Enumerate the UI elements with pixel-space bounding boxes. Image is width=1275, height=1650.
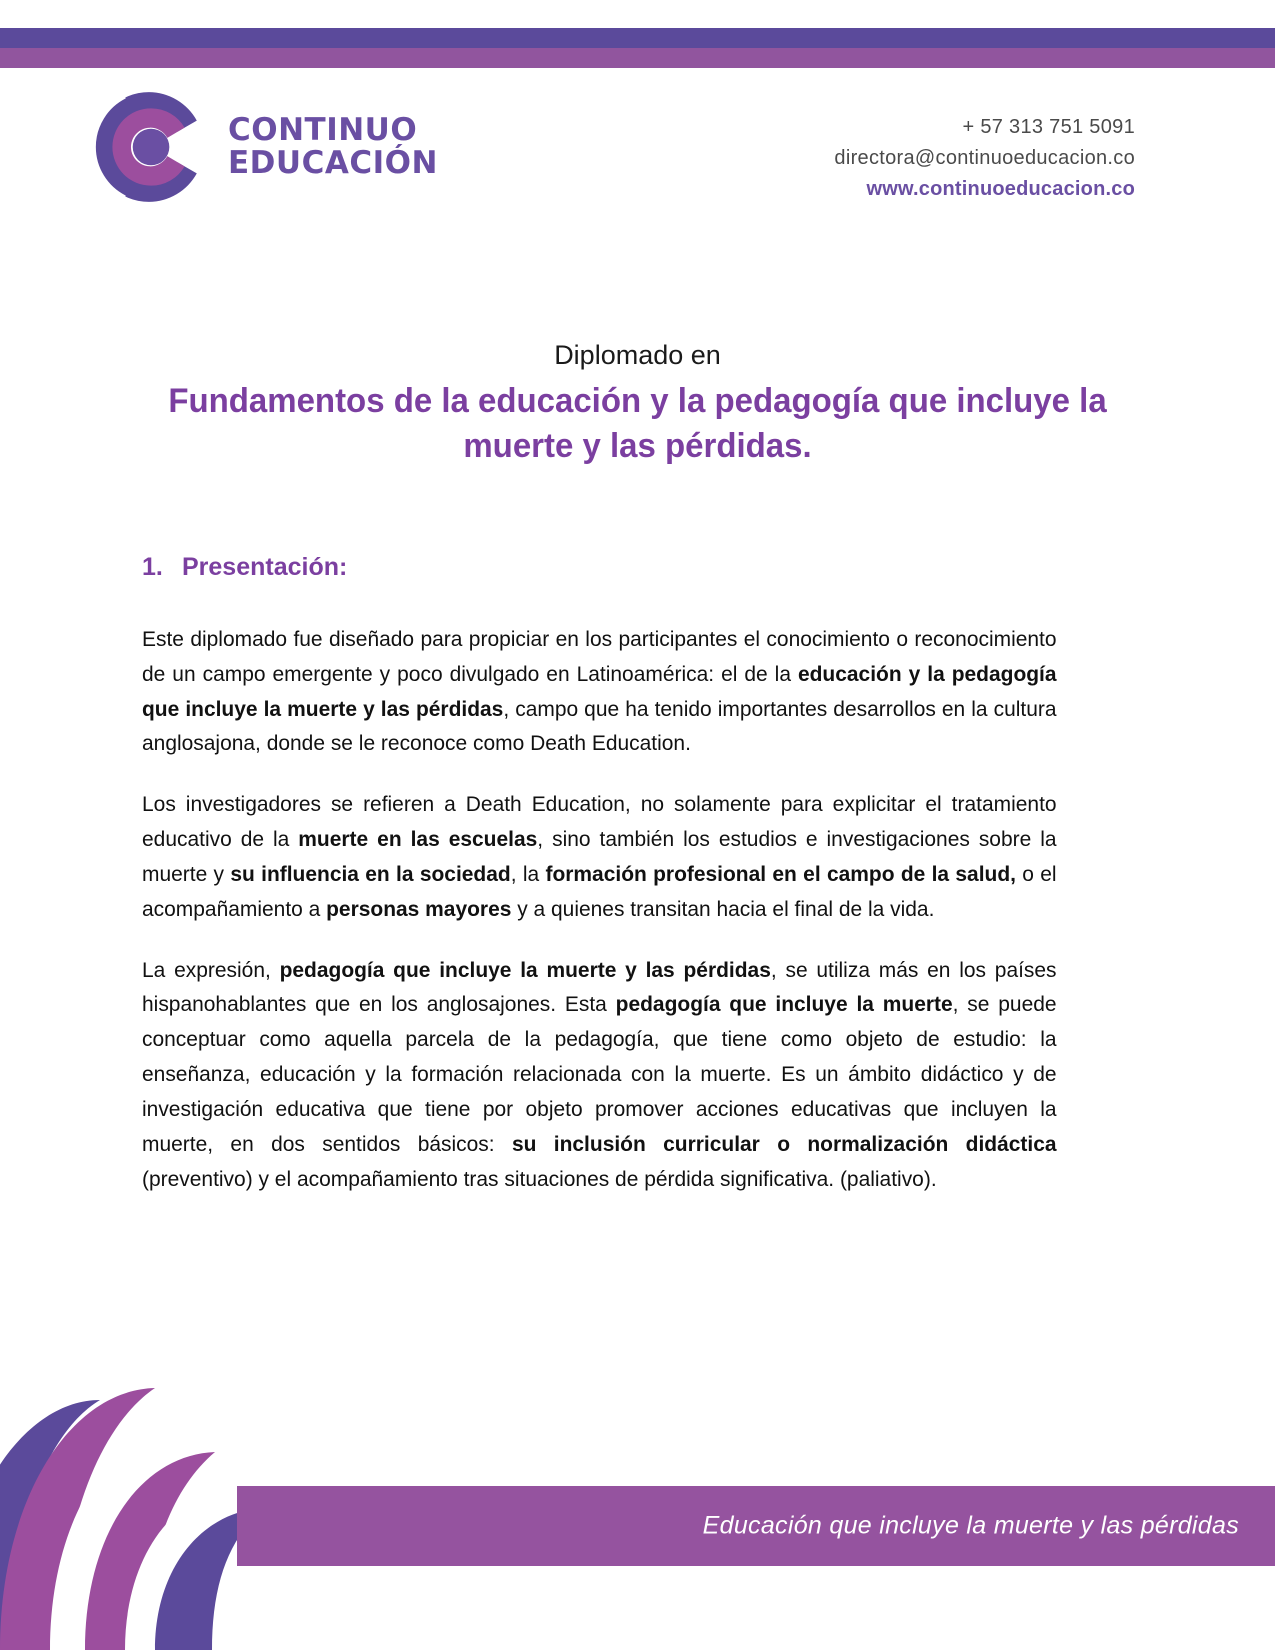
p2-text-a: Los investigadores se refieren a Death Education, no solamente para explicitar el tratamiento educativo de la (142, 792, 1057, 852)
contact-email: directora@continuoeducacion.co (834, 147, 1135, 169)
brand-line-2: EDUCACIÓN (228, 145, 438, 181)
p3-bold-3: su inclusión curricular o normalización didáctica (511, 1131, 1057, 1156)
section-title: Presentación: (182, 553, 348, 581)
contact-phone: + 57 313 751 5091 (962, 116, 1135, 138)
footer-band (237, 1486, 1275, 1566)
paragraph-1 (142, 622, 1057, 761)
document-header (0, 78, 1275, 218)
brand-wordmark (228, 114, 438, 180)
title-prefix: Diplomado en (554, 340, 721, 370)
title-block (150, 340, 1125, 469)
section-number: 1. (142, 553, 163, 581)
p2-bold-1: muerte en las escuelas (298, 827, 538, 852)
footer-slogan: Educación que incluye la muerte y las pérdidas (702, 1511, 1239, 1540)
section-heading (142, 553, 347, 582)
p2-bold-3: formación profesional en el campo de la salud, (545, 861, 1016, 886)
paragraph-3 (142, 953, 1057, 1197)
p3-text-a: La expresión, (142, 957, 280, 982)
p3-text-d: (preventivo) y el acompañamiento tras situaciones de pérdida significativa. (paliativo). (142, 1166, 937, 1191)
top-bar-dark (0, 28, 1275, 48)
p2-bold-4: personas mayores (326, 896, 512, 921)
p3-bold-2: pedagogía que incluye la muerte (615, 992, 953, 1017)
p3-bold-1: pedagogía que incluye la muerte y las pérdidas (279, 957, 771, 982)
page-title: Fundamentos de la educación y la pedagogía que incluye la muerte y las pérdidas. (168, 382, 1107, 465)
p2-text-e: y a quienes transitan hacia el final de la vida. (511, 896, 935, 921)
p1-text-a: Este diplomado fue diseñado para propiciar en los participantes el conocimiento o reconocimiento de un campo emergente y poco divulgado en Latinoamérica: el de la (142, 627, 1057, 686)
p3-text-b: , se utiliza más en los países hispanohablantes que en los anglosajones. Esta (142, 957, 1057, 1017)
top-bar-light (0, 48, 1275, 68)
p2-text-c: , la (510, 861, 546, 886)
document-body (142, 622, 1080, 1222)
p2-text-b: , sino también los estudios e investigaciones sobre la muerte y (142, 827, 1057, 886)
contact-info (834, 112, 1135, 205)
p2-bold-2: su influencia en la sociedad (230, 861, 511, 886)
p1-bold: educación y la pedagogía que incluye la muerte y las pérdidas (142, 661, 1057, 721)
p2-text-d: o el acompañamiento a (142, 861, 1057, 921)
paragraph-2 (142, 787, 1057, 926)
brand-line-1: CONTINUO (228, 112, 418, 149)
contact-website[interactable]: www.continuoeducacion.co (866, 178, 1135, 200)
brand-logo (88, 86, 438, 208)
p3-text-c: , se puede conceptuar como aquella parcela de la pedagogía, que tiene como objeto de estudio: la enseñanza, educación y la formación relacionada con la muerte. Es un ámbito didáctico y de investigación educativa que tiene por objeto promover acciones educativas que incluyen la muerte, en dos sentidos básicos: (142, 992, 1057, 1156)
p1-text-b: , campo que ha tenido importantes desarrollos en la cultura anglosajona, donde se le reconoce como Death Education. (142, 696, 1057, 756)
continuo-logo-icon (88, 86, 210, 208)
